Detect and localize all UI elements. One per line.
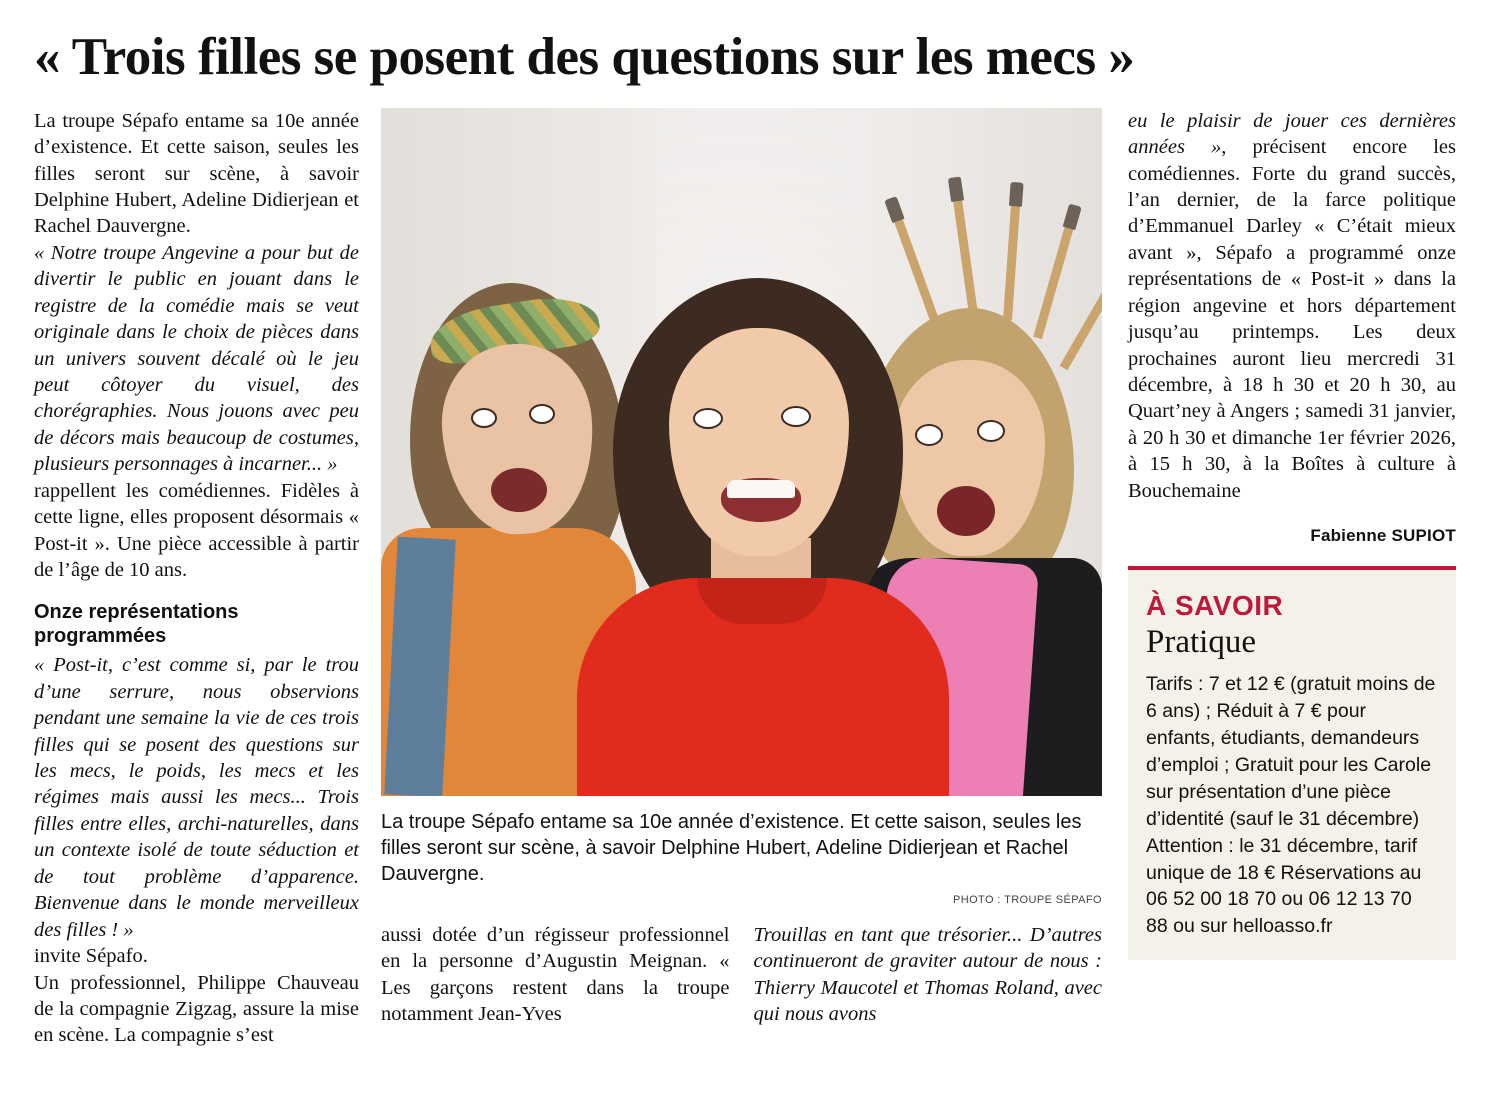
info-box-body: Tarifs : 7 et 12 € (gratuit moins de 6 ans) ; Réduit à 7 € pour enfants, étudiants, demandeurs d’emploi ; Gratuit pour les Carole sur présentation d’une pièce d’identité (sauf le 31 décembre) Attention : le 31 décembre, tarif unique de 18 € Réservations au 06 52 00 18 70 ou 06 12 13 70 88 ou sur helloasso.fr (1146, 673, 1436, 938)
person-right-eye (915, 424, 943, 446)
practical-info-box (1128, 566, 1456, 960)
left-paragraph-2-quote: « Notre troupe Angevine a pour but de divertir le public en jouant dans le registre de la comédie mais se veut originale dans le choix de pièces dans un univers souvent décalé où le jeu peut côtoyer du visuel, des chorégraphies. Nous jouons avec peu de décors mais beaucoup de costumes, plusieurs personnages à incarner... » (34, 241, 359, 476)
left-paragraph-4-quote: « Post-it, c’est comme si, par le trou d’une serrure, nous observions pendant une semaine la vie de ces trois filles qui se posent des questions sur les mecs, le poids, les mecs et les régimes mais aussi les mecs... Trois filles entre elles, archi-naturelles, dans un contexte isolé de toute séduction et de tout problème d’apparence. Bienvenue dans le monde merveilleux des filles ! » (34, 654, 359, 941)
photo-illustration (381, 108, 1102, 796)
middle-paragraph-b-quote: Trouillas en tant que trésorier... D’autres continueront de graviter autour de nous : Thierry Maucotel et Thomas Roland, avec qui nous avons (753, 923, 1102, 1026)
left-paragraph-1: La troupe Sépafo entame sa 10e année d’existence. Et cette saison, seules les filles seront sur scène, à savoir Delphine Hubert, Adeline Didierjean et Rachel Dauvergne. (34, 109, 359, 238)
person-left-mouth (491, 468, 547, 512)
byline: Fabienne SUPIOT (1310, 526, 1456, 546)
middle-subcolumn-b (754, 922, 1103, 1028)
right-paragraph-1 (1128, 108, 1456, 505)
middle-subcolumns (381, 922, 1102, 1028)
person-middle-eye (693, 408, 723, 429)
photo-credit: PHOTO : TROUPE SÉPAFO (953, 893, 1102, 906)
person-middle-teeth (727, 480, 795, 498)
info-box-kicker: À SAVOIR (1146, 590, 1284, 622)
right-paragraph-1-rest: , précisent encore les comédiennes. Forte du grand succès, l’an dernier, de la farce politique d’Emmanuel Darley « C’était mieux avant », Sépafo a programmé onze représentations de « Post-it » dans la région angevine et hors département jusqu’au printemps. Les deux prochaines auront lieu mercredi 31 décembre, à 18 h 30 et 20 h 30, au Quart’ney à Angers ; samedi 31 janvier, à 20 h 30 et dimanche 1er février 2026, à 15 h 30, à la Boîtes à culture à Bouchemaine (1128, 136, 1456, 502)
article-columns (34, 108, 1455, 1049)
photo-caption: La troupe Sépafo entame sa 10e année d’existence. Et cette saison, seules les filles seront sur scène, à savoir Delphine Hubert, Adeline Didierjean et Rachel Dauvergne. (381, 810, 1082, 886)
right-column (1116, 108, 1456, 961)
left-column (34, 108, 381, 1049)
left-subheading: Onze représentations programmées (34, 600, 239, 647)
newspaper-article-page (0, 30, 1489, 1110)
info-box-title: Pratique (1146, 624, 1256, 661)
middle-column (381, 108, 1116, 1028)
middle-subcolumn-a (381, 922, 730, 1028)
left-paragraph-3: rappellent les comédiennes. Fidèles à cette ligne, elles proposent désormais « Post-it ». Une pièce accessible à partir de l’âge de 10 ans. (34, 479, 359, 582)
person-left-eye (471, 408, 497, 428)
middle-paragraph-a: aussi dotée d’un régisseur professionnel en la personne d’Augustin Meignan. « Les garçons restent dans la troupe notamment Jean-Yves (381, 923, 730, 1026)
person-right-eye (977, 420, 1005, 442)
person-left-eye (529, 404, 555, 424)
person-middle-eye (781, 406, 811, 427)
page-title: « Trois filles se posent des questions sur les mecs » (34, 28, 1135, 86)
left-paragraph-6: Un professionnel, Philippe Chauveau de la compagnie Zigzag, assure la mise en scène. La compagnie s’est (34, 971, 359, 1047)
left-paragraph-5: invite Sépafo. (34, 945, 148, 968)
right-paragraph-1-quote: eu le plaisir de jouer ces dernières années » (1128, 109, 1456, 159)
person-right-mouth (937, 486, 995, 536)
article-photo (381, 108, 1102, 796)
